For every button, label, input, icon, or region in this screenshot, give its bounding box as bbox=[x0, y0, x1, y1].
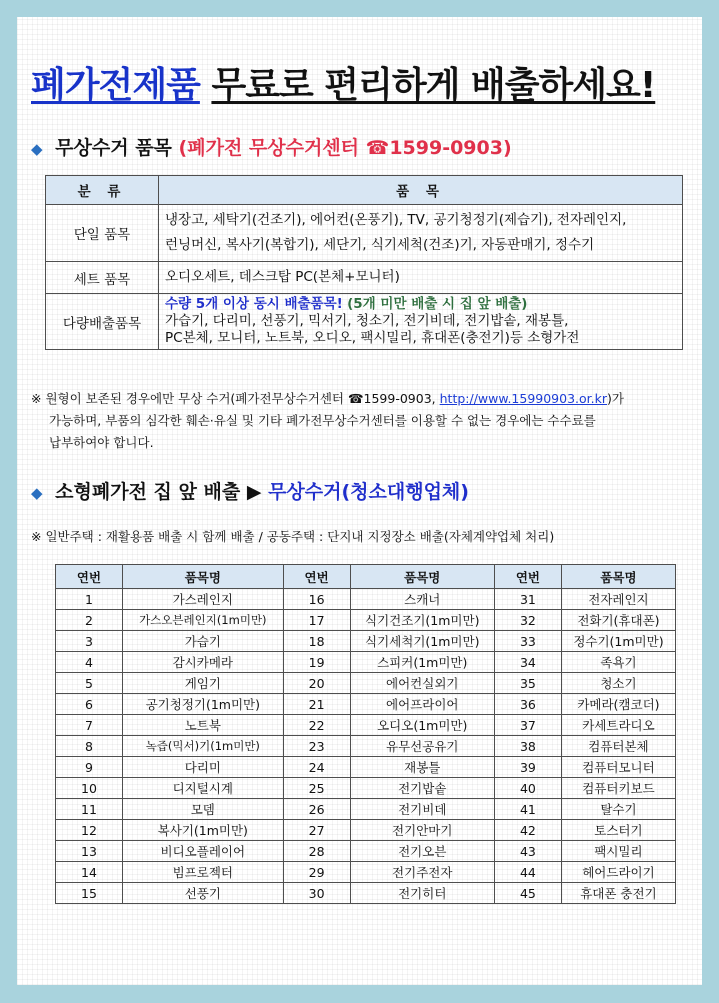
note-text: 원형이 보존된 경우에만 무상 수거(폐가전무상수거센터 ☎1599-0903, bbox=[45, 391, 436, 406]
items-cell: 오디오세트, 데스크탑 PC(본체+모니터) bbox=[159, 262, 683, 294]
note-line: 납부하여야 합니다. bbox=[49, 435, 154, 450]
item-name: 정수기(1m미만) bbox=[561, 631, 675, 652]
item-name: 선풍기 bbox=[123, 883, 284, 904]
item-number: 17 bbox=[283, 610, 350, 631]
table-row bbox=[56, 715, 676, 736]
table-row bbox=[46, 205, 683, 262]
item-name: 전기밥솥 bbox=[350, 778, 494, 799]
items-line: 가습기, 다리미, 선풍기, 믹서기, 청소기, 전기비데, 전기밥솥, 재봉틀, bbox=[165, 313, 569, 329]
item-number: 40 bbox=[494, 778, 561, 799]
table-row bbox=[56, 610, 676, 631]
item-number: 10 bbox=[56, 778, 123, 799]
item-number: 2 bbox=[56, 610, 123, 631]
item-name: 녹즙(믹서)기(1m미만) bbox=[123, 736, 284, 757]
item-name: 유무선공유기 bbox=[350, 736, 494, 757]
item-name: 공기청정기(1m미만) bbox=[123, 694, 284, 715]
table-row bbox=[56, 652, 676, 673]
section-small-appliances bbox=[31, 477, 469, 504]
item-number: 3 bbox=[56, 631, 123, 652]
table-row bbox=[56, 778, 676, 799]
header-item-name: 품목명 bbox=[123, 565, 284, 589]
item-number: 36 bbox=[494, 694, 561, 715]
items-line: 냉장고, 세탁기(건조기), 에어컨(온풍기), TV, 공기청정기(제습기), 전자레인지, bbox=[165, 212, 627, 228]
diamond-bullet-icon: ◆ bbox=[31, 484, 43, 502]
item-number: 24 bbox=[283, 757, 350, 778]
item-number: 43 bbox=[494, 841, 561, 862]
table-row bbox=[56, 862, 676, 883]
item-number: 15 bbox=[56, 883, 123, 904]
header-item-name: 품목명 bbox=[350, 565, 494, 589]
items-cell bbox=[159, 294, 683, 350]
item-name: 다리미 bbox=[123, 757, 284, 778]
item-name: 탈수기 bbox=[561, 799, 675, 820]
item-name: 족욕기 bbox=[561, 652, 675, 673]
section-title: 소형폐가전 집 앞 배출 ▶ bbox=[55, 481, 262, 503]
item-number: 35 bbox=[494, 673, 561, 694]
item-name: 모뎀 bbox=[123, 799, 284, 820]
pickup-note bbox=[31, 388, 691, 454]
item-name: 에어컨실외기 bbox=[350, 673, 494, 694]
item-number: 20 bbox=[283, 673, 350, 694]
category-cell: 다량배출품목 bbox=[46, 294, 159, 350]
item-name: 스캐너 bbox=[350, 589, 494, 610]
item-number: 27 bbox=[283, 820, 350, 841]
item-number: 28 bbox=[283, 841, 350, 862]
item-number: 44 bbox=[494, 862, 561, 883]
header-item-name: 품목명 bbox=[561, 565, 675, 589]
item-number: 42 bbox=[494, 820, 561, 841]
table-header-row bbox=[46, 176, 683, 205]
item-name: 식기건조기(1m미만) bbox=[350, 610, 494, 631]
diamond-bullet-icon: ◆ bbox=[31, 140, 43, 158]
header-category: 분 류 bbox=[46, 176, 159, 205]
header-number: 연번 bbox=[283, 565, 350, 589]
bulk-rule: 수량 5개 이상 동시 배출품목! bbox=[165, 296, 343, 312]
item-name: 디지털시계 bbox=[123, 778, 284, 799]
item-name: 카메라(캠코더) bbox=[561, 694, 675, 715]
small-appliance-table-body bbox=[56, 589, 676, 904]
item-number: 1 bbox=[56, 589, 123, 610]
item-name: 전화기(휴대폰) bbox=[561, 610, 675, 631]
item-number: 38 bbox=[494, 736, 561, 757]
table-row bbox=[56, 631, 676, 652]
pickup-center-phone: (폐가전 무상수거센터 ☎1599-0903) bbox=[178, 137, 512, 159]
items-line: 런닝머신, 복사기(복합기), 세단기, 식기세척(건조)기, 자동판매기, 정수기 bbox=[165, 237, 595, 253]
item-name: 비디오플레이어 bbox=[123, 841, 284, 862]
item-number: 14 bbox=[56, 862, 123, 883]
item-name: 가스레인지 bbox=[123, 589, 284, 610]
item-number: 26 bbox=[283, 799, 350, 820]
note-mark: ※ bbox=[31, 391, 42, 406]
item-number: 39 bbox=[494, 757, 561, 778]
item-number: 16 bbox=[283, 589, 350, 610]
section-highlight: 무상수거(청소대행업체) bbox=[268, 481, 469, 503]
item-name: 컴퓨터모니터 bbox=[561, 757, 675, 778]
table-header-row bbox=[56, 565, 676, 589]
item-number: 45 bbox=[494, 883, 561, 904]
note-line: 가능하며, 부품의 심각한 훼손·유실 및 기타 폐가전무상수거센터를 이용할 수 없는 경우에는 수수료를 bbox=[49, 413, 596, 428]
header-number: 연번 bbox=[56, 565, 123, 589]
item-name: 전기주전자 bbox=[350, 862, 494, 883]
table-row bbox=[56, 589, 676, 610]
item-name: 빔프로젝터 bbox=[123, 862, 284, 883]
table-row bbox=[56, 799, 676, 820]
note-line bbox=[31, 388, 691, 410]
item-number: 32 bbox=[494, 610, 561, 631]
item-name: 전자레인지 bbox=[561, 589, 675, 610]
item-number: 37 bbox=[494, 715, 561, 736]
item-number: 33 bbox=[494, 631, 561, 652]
item-number: 21 bbox=[283, 694, 350, 715]
headline bbox=[31, 57, 655, 108]
section-free-pickup-items bbox=[31, 133, 512, 160]
items-emphasis bbox=[165, 296, 676, 313]
table-row bbox=[56, 820, 676, 841]
item-name: 컴퓨터키보드 bbox=[561, 778, 675, 799]
headline-highlight: 폐가전제품 bbox=[31, 65, 200, 106]
item-number: 11 bbox=[56, 799, 123, 820]
item-number: 23 bbox=[283, 736, 350, 757]
item-name: 가습기 bbox=[123, 631, 284, 652]
free-pickup-table bbox=[45, 175, 683, 350]
item-name: 감시카메라 bbox=[123, 652, 284, 673]
items-cell bbox=[159, 205, 683, 262]
table-row bbox=[56, 694, 676, 715]
item-name: 오디오(1m미만) bbox=[350, 715, 494, 736]
item-name: 복사기(1m미만) bbox=[123, 820, 284, 841]
item-number: 7 bbox=[56, 715, 123, 736]
section-title: 무상수거 품목 bbox=[55, 137, 172, 159]
item-name: 팩시밀리 bbox=[561, 841, 675, 862]
flyer-sheet bbox=[17, 17, 702, 985]
item-number: 13 bbox=[56, 841, 123, 862]
table-row bbox=[56, 736, 676, 757]
item-number: 25 bbox=[283, 778, 350, 799]
item-number: 5 bbox=[56, 673, 123, 694]
item-number: 12 bbox=[56, 820, 123, 841]
headline-rest: 무료로 편리하게 배출하세요! bbox=[211, 65, 656, 106]
item-number: 30 bbox=[283, 883, 350, 904]
item-number: 4 bbox=[56, 652, 123, 673]
item-name: 식기세척기(1m미만) bbox=[350, 631, 494, 652]
item-number: 18 bbox=[283, 631, 350, 652]
item-number: 29 bbox=[283, 862, 350, 883]
item-name: 전기오븐 bbox=[350, 841, 494, 862]
item-number: 41 bbox=[494, 799, 561, 820]
item-number: 31 bbox=[494, 589, 561, 610]
disposal-subnote: ※ 일반주택 : 재활용품 배출 시 함께 배출 / 공동주택 : 단지내 지정장소 배출(자체계약업체 처리) bbox=[31, 529, 555, 544]
item-number: 34 bbox=[494, 652, 561, 673]
header-number: 연번 bbox=[494, 565, 561, 589]
category-cell: 세트 품목 bbox=[46, 262, 159, 294]
items-line: PC본체, 모니터, 노트북, 오디오, 팩시밀리, 휴대폰(충전기)등 소형가전 bbox=[165, 330, 580, 346]
category-cell: 단일 품목 bbox=[46, 205, 159, 262]
item-name: 에어프라이어 bbox=[350, 694, 494, 715]
item-name: 카세트라디오 bbox=[561, 715, 675, 736]
center-website-link[interactable]: http://www.15990903.or.kr bbox=[439, 391, 608, 406]
item-number: 9 bbox=[56, 757, 123, 778]
item-number: 19 bbox=[283, 652, 350, 673]
table-row bbox=[56, 673, 676, 694]
item-name: 휴대폰 충전기 bbox=[561, 883, 675, 904]
note-text: )가 bbox=[607, 391, 624, 406]
small-appliance-table bbox=[55, 564, 676, 904]
item-name: 가스오븐레인지(1m미만) bbox=[123, 610, 284, 631]
item-name: 전기안마기 bbox=[350, 820, 494, 841]
item-name: 게임기 bbox=[123, 673, 284, 694]
item-number: 6 bbox=[56, 694, 123, 715]
header-items: 품 목 bbox=[159, 176, 683, 205]
item-name: 청소기 bbox=[561, 673, 675, 694]
item-name: 노트북 bbox=[123, 715, 284, 736]
item-number: 8 bbox=[56, 736, 123, 757]
table-row bbox=[46, 262, 683, 294]
table-row bbox=[56, 883, 676, 904]
item-name: 컴퓨터본체 bbox=[561, 736, 675, 757]
table-row bbox=[56, 841, 676, 862]
table-row bbox=[46, 294, 683, 350]
item-name: 전기히터 bbox=[350, 883, 494, 904]
item-name: 전기비데 bbox=[350, 799, 494, 820]
bulk-exception: (5개 미만 배출 시 집 앞 배출) bbox=[347, 296, 528, 312]
item-name: 헤어드라이기 bbox=[561, 862, 675, 883]
table-row bbox=[56, 757, 676, 778]
item-name: 스피커(1m미만) bbox=[350, 652, 494, 673]
item-name: 토스터기 bbox=[561, 820, 675, 841]
item-number: 22 bbox=[283, 715, 350, 736]
item-name: 재봉틀 bbox=[350, 757, 494, 778]
